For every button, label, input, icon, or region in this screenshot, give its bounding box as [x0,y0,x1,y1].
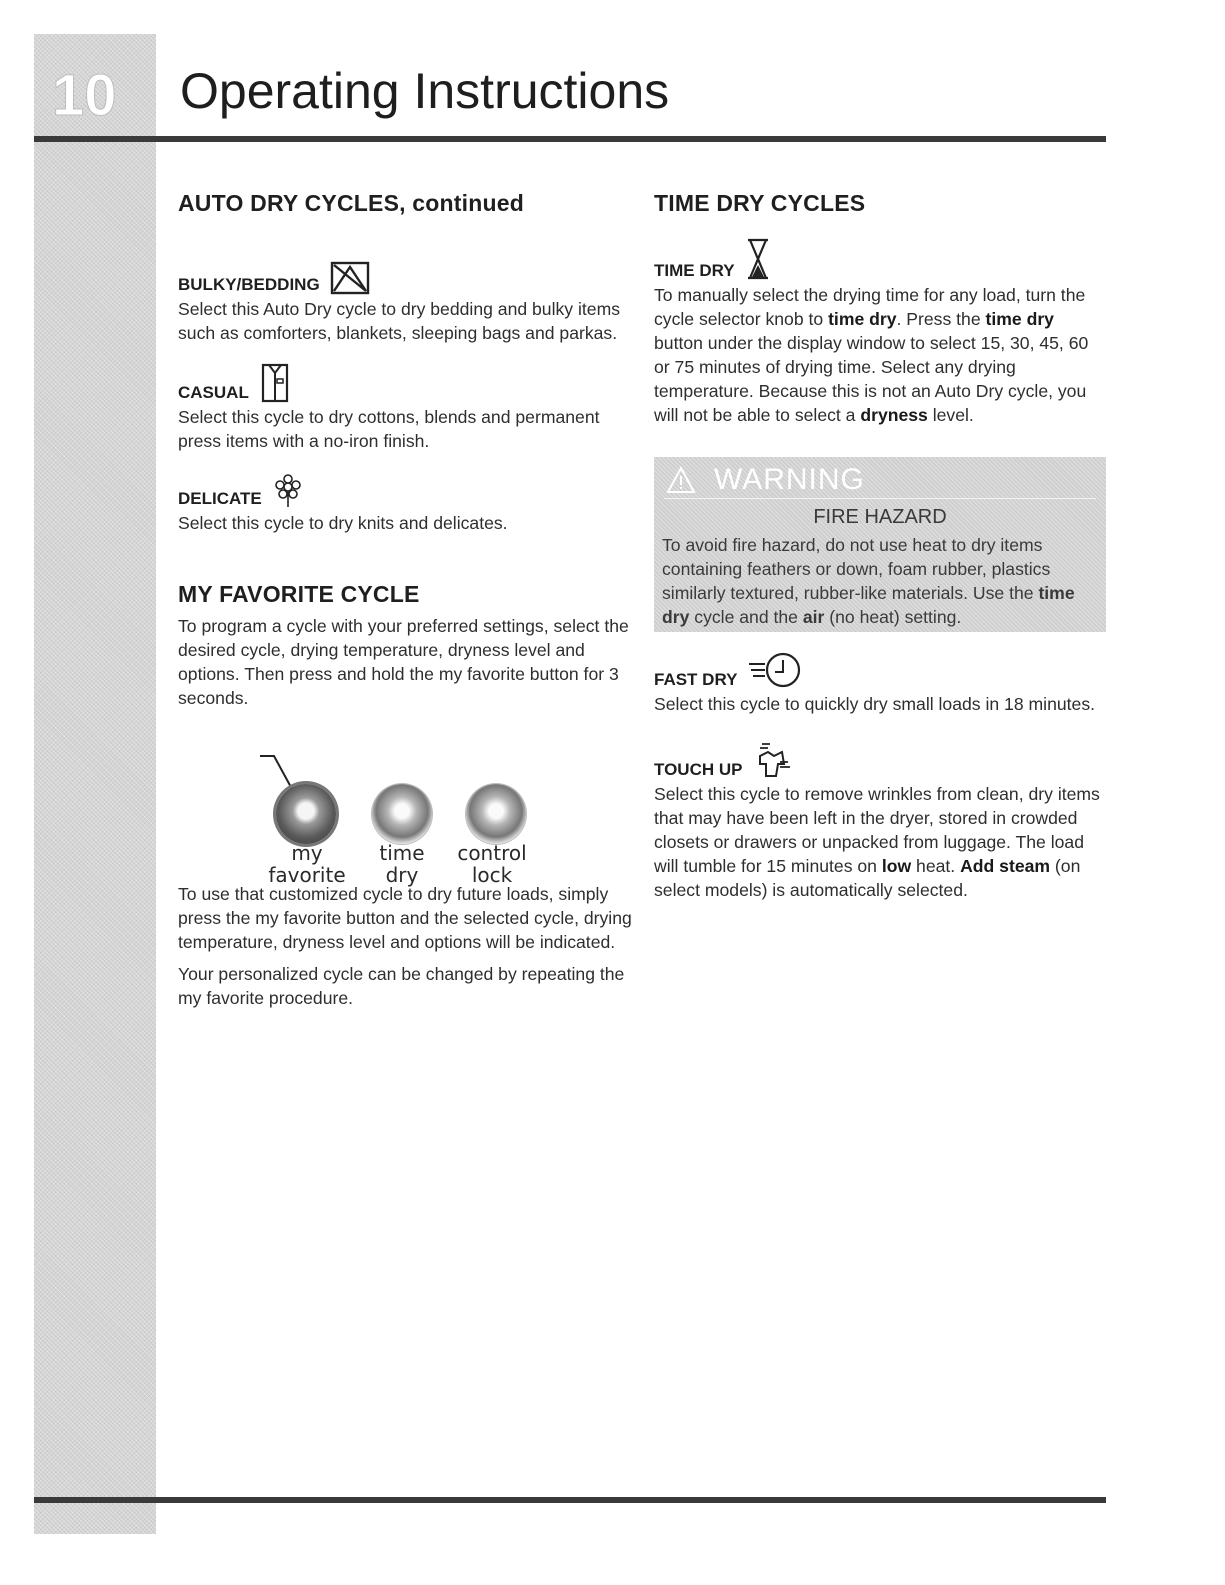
my-favorite-text-3: Your personalized cycle can be changed by repeating the my favorite procedure. [178,964,625,1008]
page-number: 10 [52,63,117,128]
time-dry-section-title: TIME DRY CYCLES [654,190,866,216]
shirt-icon [259,361,291,403]
time-dry-label: TIME DRY [654,261,735,280]
top-rule [34,136,1106,142]
time-dry-button-label: time dry [379,841,425,887]
steam-shirt-icon [752,740,792,780]
fast-dry-label: FAST DRY [654,670,738,689]
delicate-label: DELICATE [178,489,262,508]
my-favorite-text-2: To use that customized cycle to dry future loads, simply press the my favorite button and the selected cycle, drying temperature, dryness level and options will be indicated. [178,884,632,952]
right-column [654,190,1106,427]
fast-dry-text: Select this cycle to quickly dry small loads in 18 minutes. [654,694,1096,714]
bulky-bedding-text: Select this Auto Dry cycle to dry bedding and bulky items such as comforters, blankets, sleeping bags and parkas. [178,299,621,343]
flower-icon [272,473,304,509]
warning-triangle-icon [666,466,696,494]
control-lock-button-label: control lock [457,841,527,887]
touch-up-text: Select this cycle to remove wrinkles from clean, dry items that may have been left in the dryer, stored in crowded closets or drawers or unpacked from luggage. The load will tumble for 15 minutes on low heat. Add steam (on select models) is automatically selected. [654,784,1100,900]
control-lock-button[interactable] [466,784,526,844]
warning-title: WARNING [666,463,865,497]
right-column-lower [654,650,1106,902]
time-dry-heading [654,237,1106,281]
casual-text: Select this cycle to dry cottons, blends and permanent press items with a no-iron finish. [178,407,600,451]
my-favorite-section-title: MY FAVORITE CYCLE [178,581,420,607]
bulky-bedding-icon [330,255,370,295]
side-strip [34,34,156,1534]
my-favorite-button-label: my favorite [268,841,346,887]
auto-dry-section-title: AUTO DRY CYCLES, continued [178,190,524,216]
casual-label: CASUAL [178,383,249,402]
touch-up-label: TOUCH UP [654,760,743,779]
time-dry-text: To manually select the drying time for any load, turn the cycle selector knob to time dry. Press the time dry button under the display window to select 15, 30, 45, 60 or 75 minutes of drying time. Select any drying temperature. Because this is not an Auto Dry cycle, you will not be able to select a dryness level. [654,285,1089,425]
time-dry-button[interactable] [372,784,432,844]
page-title: Operating Instructions [180,63,670,119]
my-favorite-button[interactable] [276,784,336,844]
warning-box [654,457,1106,632]
bulky-bedding-label: BULKY/BEDDING [178,275,320,294]
bulky-bedding-heading [178,255,633,295]
my-favorite-text-1: To program a cycle with your preferred settings, select the desired cycle, drying temperature, dryness level and options. Then press and hold the my favorite button for 3 seconds. [178,616,629,708]
bottom-rule [34,1497,1106,1503]
hourglass-icon [745,237,771,281]
touch-up-heading [654,740,1106,780]
delicate-heading [178,473,633,509]
casual-heading [178,361,633,403]
fast-dry-heading [654,650,1106,690]
delicate-text: Select this cycle to dry knits and delicates. [178,513,508,533]
control-buttons-illustration [252,748,552,893]
warning-divider [664,498,1096,499]
fast-clock-icon [747,650,803,690]
warning-hazard: FIRE HAZARD [813,506,947,528]
warning-text: To avoid fire hazard, do not use heat to dry items containing feathers or down, foam rubber, plastics similarly textured, rubber-like materials. Use the time dry cycle and the air (no heat) setting. [662,535,1075,627]
